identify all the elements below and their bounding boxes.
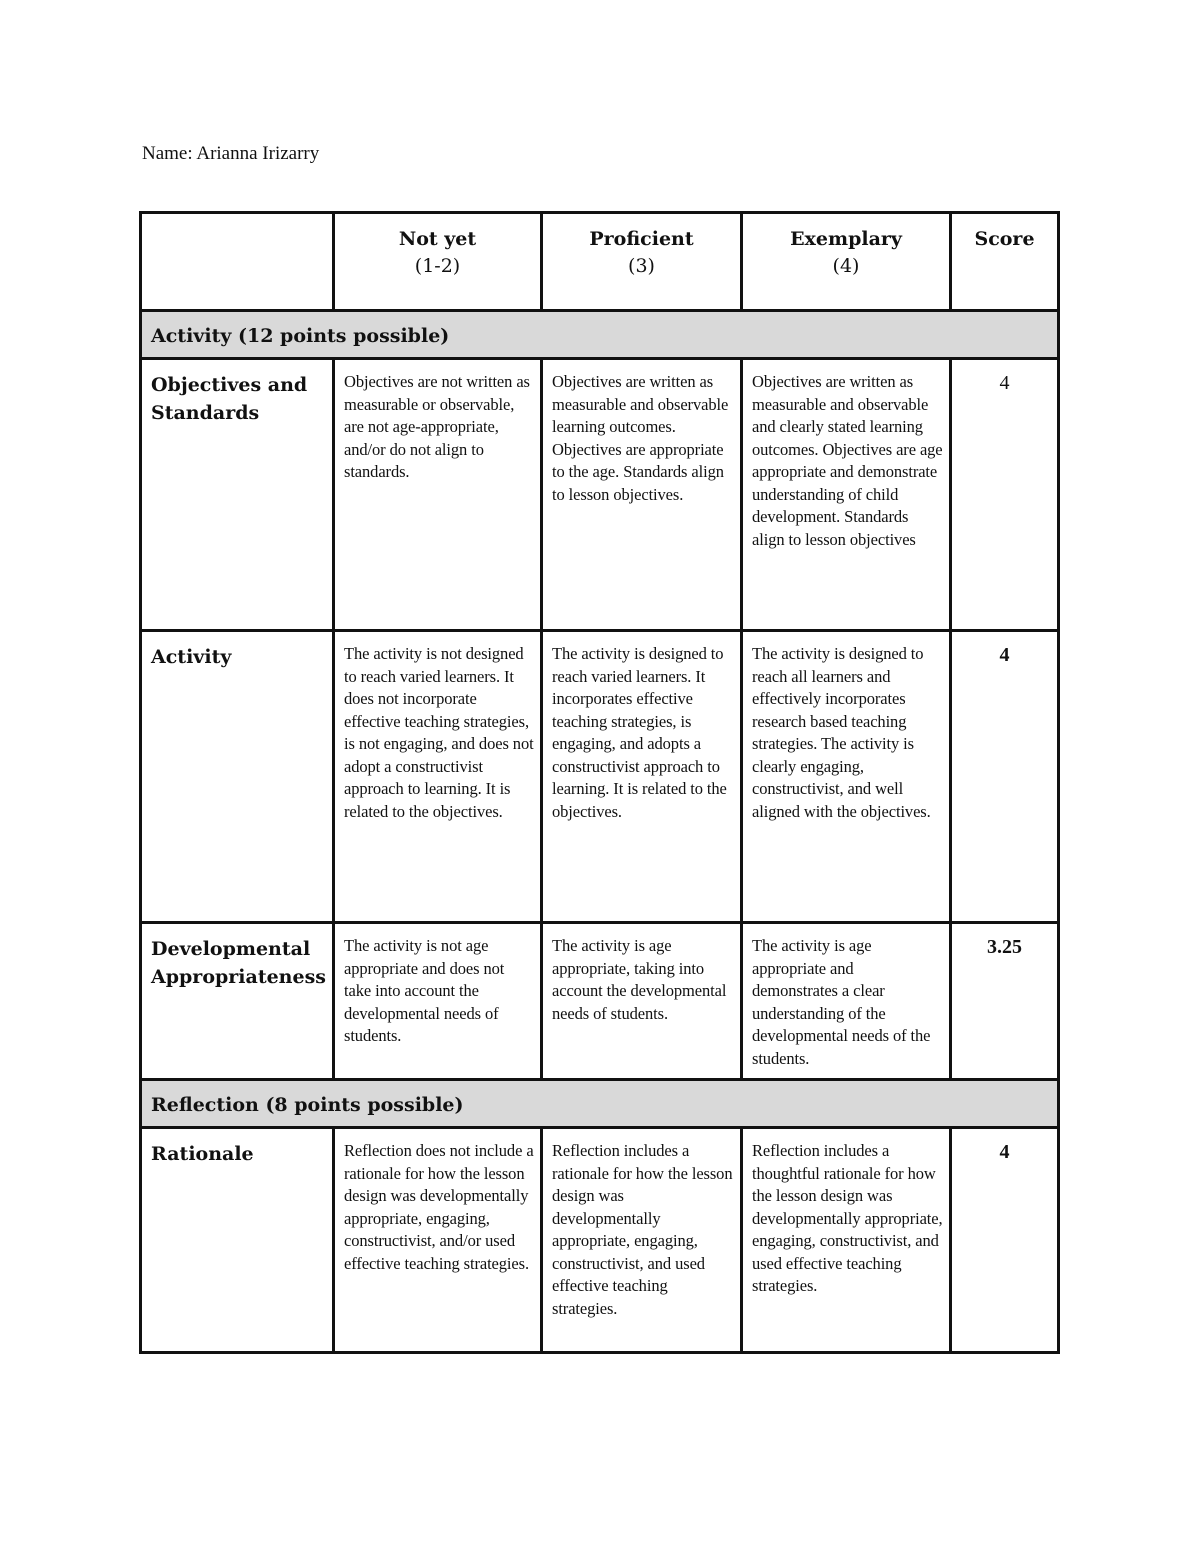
section-row-reflection: [141, 1080, 1059, 1128]
header-exemplary-title: Exemplary: [790, 228, 902, 250]
proficient-description: Reflection includes a rationale for how the lesson design was developmentally appropriate, engaging, constructivist, and used effective teaching strategies.: [542, 1128, 742, 1353]
header-proficient: [542, 213, 742, 311]
section-title-reflection: Reflection (8 points possible): [141, 1080, 1059, 1128]
table-row: [141, 923, 1059, 1080]
table-row: [141, 359, 1059, 631]
header-exemplary-points: (4): [832, 255, 860, 277]
score-value: 4: [951, 631, 1059, 923]
score-value: 4: [951, 359, 1059, 631]
header-proficient-title: Proficient: [589, 228, 694, 250]
score-value: 4: [951, 1128, 1059, 1353]
exemplary-description: The activity is age appropriate and demonstrates a clear understanding of the developmental needs of the students.: [742, 923, 951, 1080]
header-proficient-points: (3): [628, 255, 655, 277]
rubric-table: [139, 211, 1060, 1354]
exemplary-description: Objectives are written as measurable and observable and clearly stated learning outcomes. Objectives are age appropriate and demonstrate understanding of child development. Standards align to lesson objectives: [742, 359, 951, 631]
criterion-activity: Activity: [141, 631, 334, 923]
proficient-description: Objectives are written as measurable and observable learning outcomes. Objectives are appropriate to the age. Standards align to lesson objectives.: [542, 359, 742, 631]
rubric-header-row: [141, 213, 1059, 311]
proficient-description: The activity is designed to reach varied learners. It incorporates effective teaching strategies, is engaging, and adopts a constructivist approach to learning. It is related to the objectives.: [542, 631, 742, 923]
header-score: [951, 213, 1059, 311]
score-value: 3.25: [951, 923, 1059, 1080]
header-exemplary: [742, 213, 951, 311]
not-yet-description: Objectives are not written as measurable or observable, are not age-appropriate, and/or do not align to standards.: [334, 359, 542, 631]
exemplary-description: The activity is designed to reach all learners and effectively incorporates research based teaching strategies. The activity is clearly engaging, constructivist, and well aligned with the objectives.: [742, 631, 951, 923]
criterion-developmental-appropriateness: Developmental Appropriateness: [141, 923, 334, 1080]
exemplary-description: Reflection includes a thoughtful rationale for how the lesson design was developmentally appropriate, engaging, constructivist, and used effective teaching strategies.: [742, 1128, 951, 1353]
not-yet-description: The activity is not designed to reach varied learners. It does not incorporate effective teaching strategies, is not engaging, and does not adopt a constructivist approach to learning. It is related to the objectives.: [334, 631, 542, 923]
table-row: [141, 1128, 1059, 1353]
header-not-yet-title: Not yet: [398, 228, 477, 250]
header-not-yet-points: (1-2): [414, 255, 461, 277]
not-yet-description: The activity is not age appropriate and does not take into account the developmental needs of students.: [334, 923, 542, 1080]
section-title-activity: Activity (12 points possible): [141, 311, 1059, 359]
criterion-objectives-standards: Objectives and Standards: [141, 359, 334, 631]
criterion-rationale: Rationale: [141, 1128, 334, 1353]
section-row-activity: [141, 311, 1059, 359]
table-row: [141, 631, 1059, 923]
header-not-yet: [334, 213, 542, 311]
header-blank-cell: [141, 213, 334, 311]
student-name: Arianna Irizarry: [196, 143, 320, 164]
name-label: Name:: [142, 143, 193, 164]
not-yet-description: Reflection does not include a rationale for how the lesson design was developmentally appropriate, engaging, constructivist, and/or used effective teaching strategies.: [334, 1128, 542, 1353]
proficient-description: The activity is age appropriate, taking into account the developmental needs of students.: [542, 923, 742, 1080]
student-name-line: [142, 143, 319, 165]
header-score-title: Score: [974, 228, 1035, 250]
